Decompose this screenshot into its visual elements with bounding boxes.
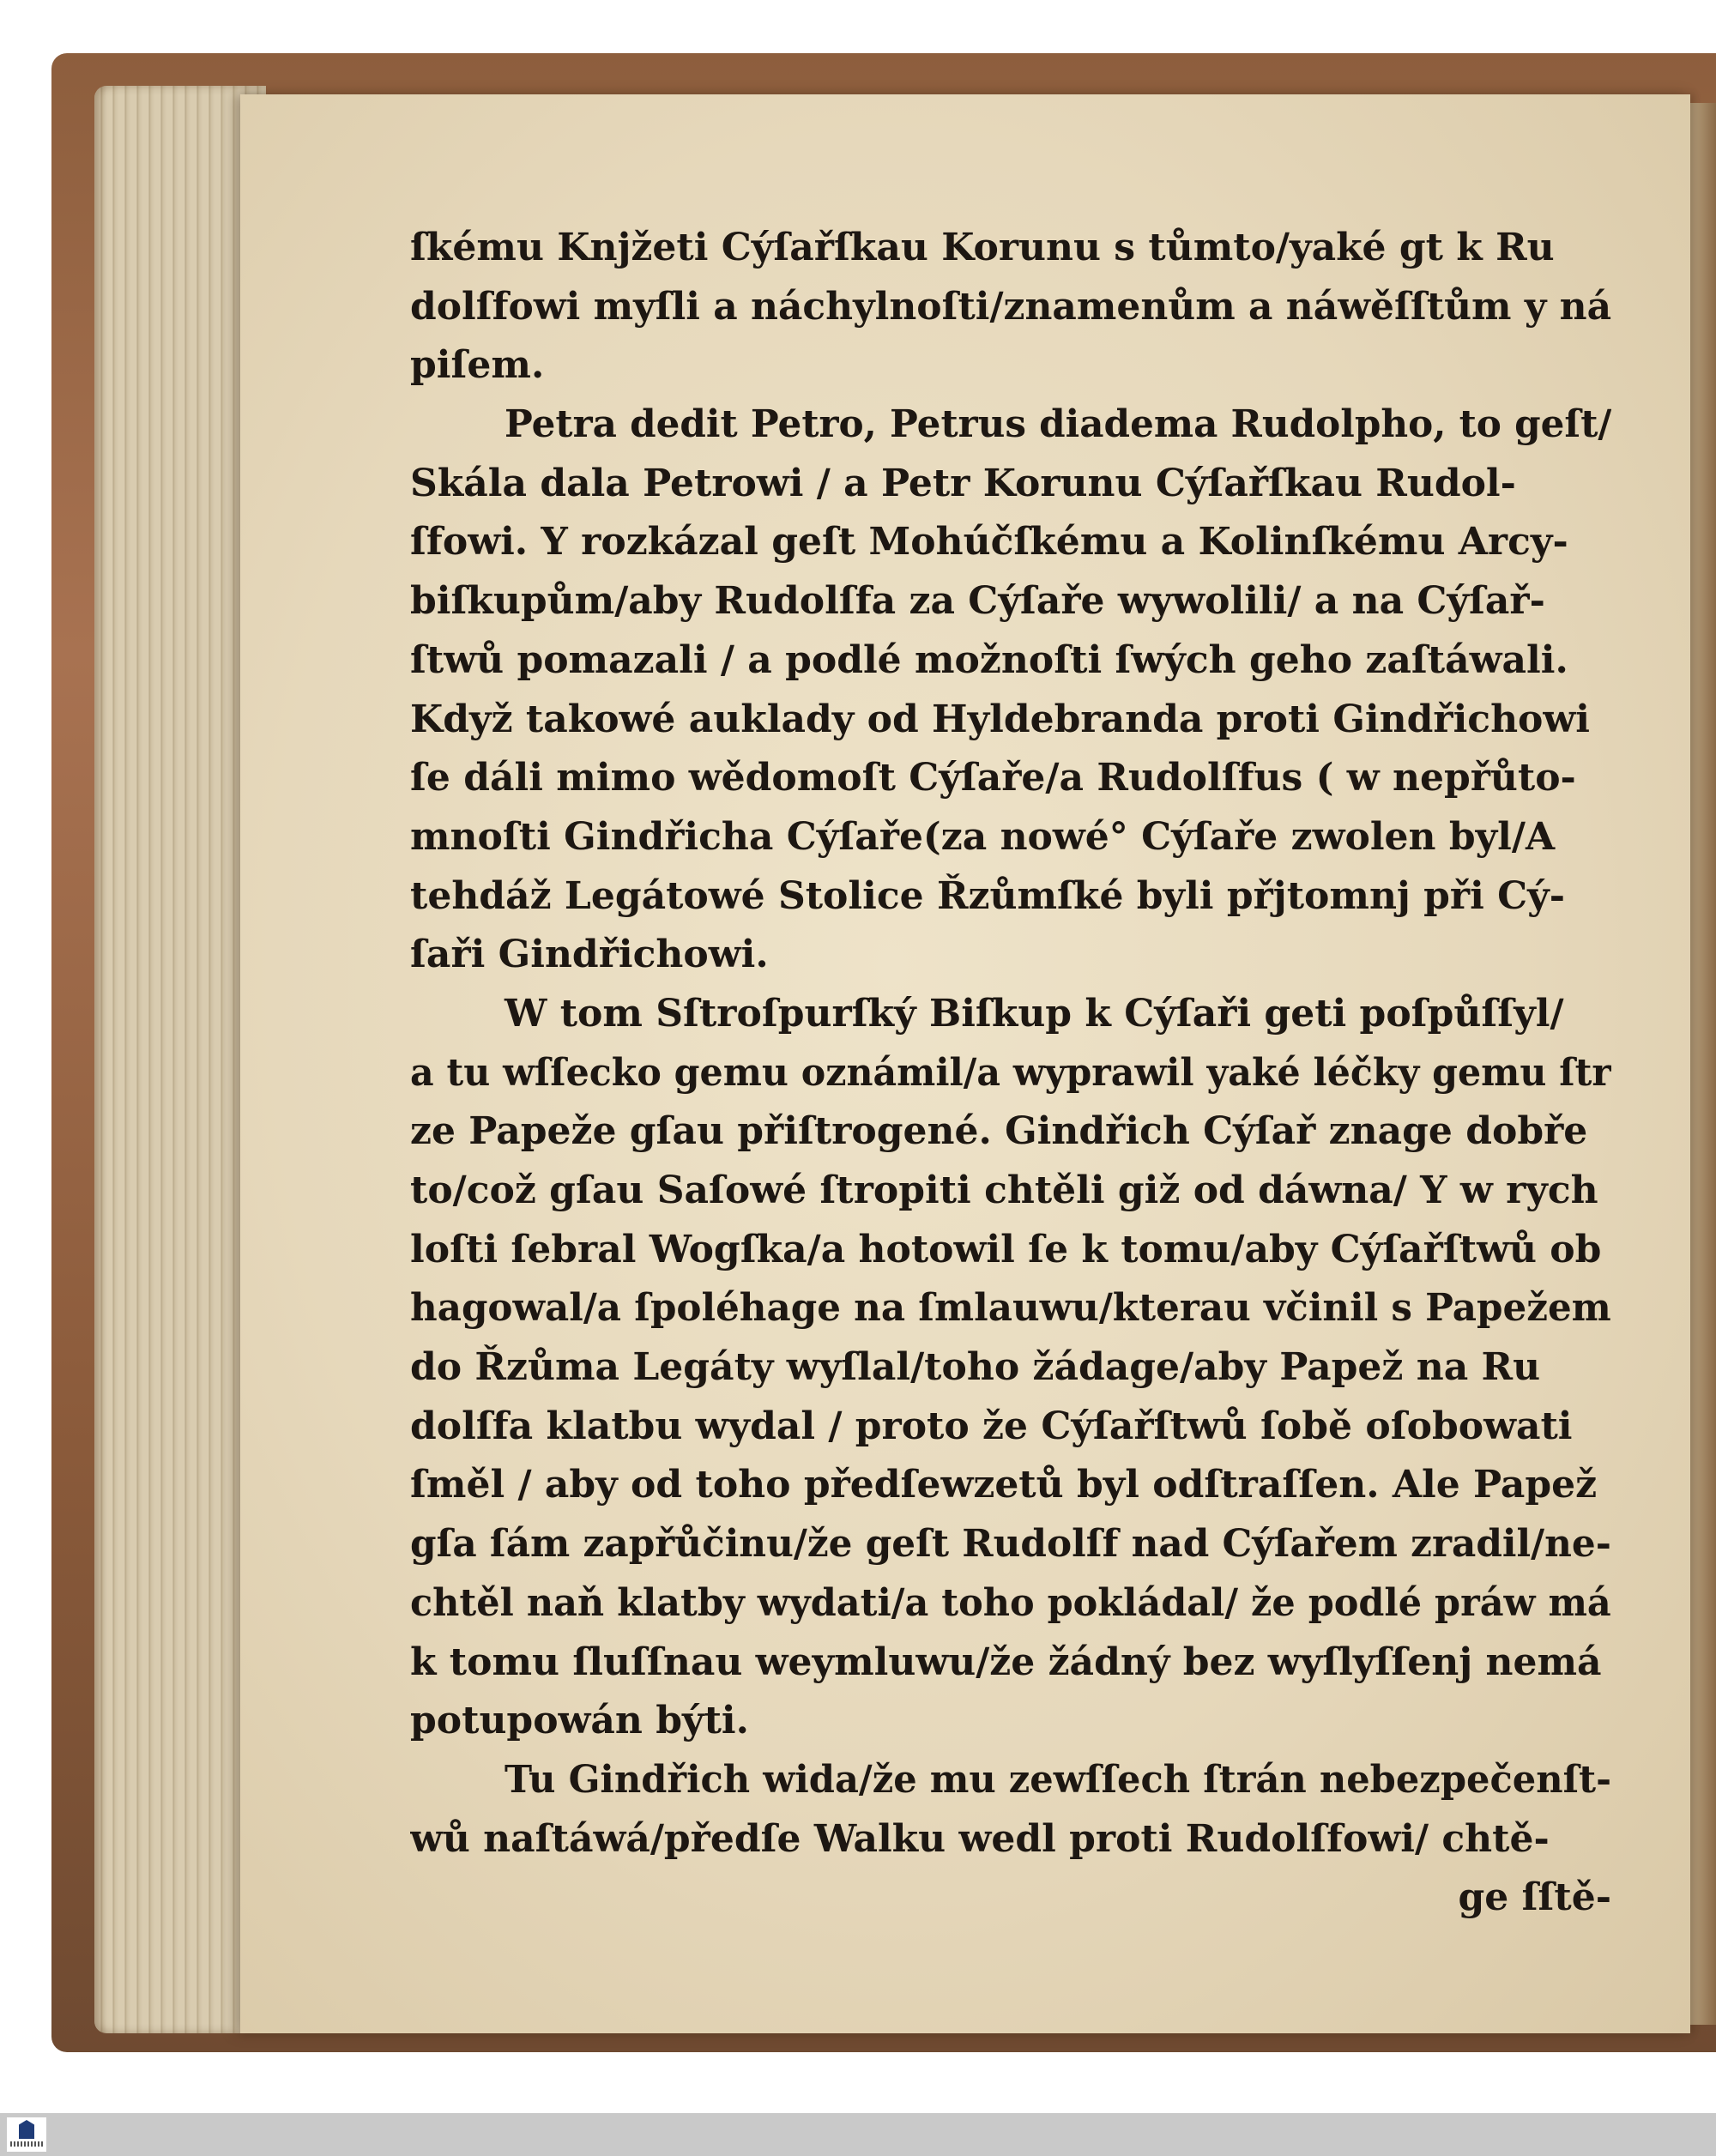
text-line: dolſfowi myſli a náchylnoſti/znamenům a náwěſſtům y ná: [410, 284, 1611, 329]
library-logo-icon[interactable]: [7, 2117, 46, 2152]
text-line: a tu wſſecko gemu oznámil/a wyprawil yaké léčky gemu ſtr: [410, 1050, 1611, 1095]
text-line: Skála dala Petrowi / a Petr Korunu Cýſařſkau Rudol-: [410, 461, 1516, 505]
catchword: ge ſſtě-: [1458, 1875, 1611, 1920]
text-line: ſměl / aby od toho předſewzetů byl odſtraſſen. Ale Papež: [410, 1463, 1598, 1507]
text-line: W tom Sſtroſpurſký Biſkup k Cýſaři geti poſpůſſyl/: [505, 991, 1564, 1036]
logo-glyph-icon: [19, 2120, 34, 2139]
viewer-footer-bar: [0, 2113, 1716, 2156]
text-line: ſfowi. Y rozkázal geſt Mohúčſkému a Kolinſkému Arcy-: [410, 520, 1568, 565]
text-line: biſkupům/aby Rudolſfa za Cýſaře wywolili/ a na Cýſař-: [410, 579, 1545, 624]
text-line: hagowal/a ſpoléhage na ſmlauwu/kterau včinil s Papežem: [410, 1286, 1611, 1331]
text-line: piſem.: [410, 343, 545, 388]
text-line: wů naſtáwá/předſe Walku wedl proti Rudolſfowi/ chtě-: [410, 1816, 1550, 1861]
text-line: Tu Gindřich wida/že mu zewſſech ſtrán nebezpečenſt-: [505, 1757, 1611, 1802]
text-line: chtěl naň klatby wydati/a toho pokládal/ že podlé práw má: [410, 1580, 1611, 1625]
text-line: potupowán býti.: [410, 1699, 749, 1743]
text-line: ſaři Gindřichowi.: [410, 933, 769, 977]
text-line: Když takowé auklady od Hyldebranda proti Gindřichowi: [410, 697, 1590, 741]
text-line: mnoſti Gindřicha Cýſaře(za nowé° Cýſaře zwolen byl/A: [410, 814, 1556, 859]
text-line: dolſfa klatbu wydal / proto že Cýſařſtwů ſobě oſobowati: [410, 1404, 1573, 1448]
text-line: ze Papeže gſau přiſtrogené. Gindřich Cýſař znage dobře: [410, 1109, 1588, 1154]
text-line: ſtwů pomazali / a podlé možnoſti ſwých geho zaſtáwali.: [410, 637, 1568, 682]
text-line: k tomu ſluſſnau weymluwu/že žádný bez wyſlyſſenj nemá: [410, 1640, 1602, 1684]
logo-caption-mark: [10, 2141, 43, 2147]
text-line: tehdáž Legátowé Stolice Řzůmſké byli přjtomnj při Cý-: [410, 873, 1565, 918]
text-line: do Řzůma Legáty wyſlal/toho žádage/aby Papež na Ru: [410, 1345, 1541, 1390]
text-line: Petra dedit Petro, Petrus diadema Rudolpho, to geſt/: [505, 402, 1611, 447]
text-line: loſti ſebral Wogſka/a hotowil ſe k tomu/aby Cýſařſtwů ob: [410, 1227, 1602, 1271]
text-line: to/což gſau Saſowé ſtropiti chtěli giž od dáwna/ Y w rych: [410, 1169, 1598, 1212]
text-line: gſa ſám zapřůčinu/že geſt Rudolſf nad Cýſařem zradil/ne-: [410, 1522, 1611, 1567]
text-line: ſe dáli mimo wědomoſt Cýſaře/a Rudolſfus ( w nepřůto-: [410, 756, 1576, 800]
text-line: ſkému Knjžeti Cýſařſkau Korunu s tůmto/yaké gt k Ru: [410, 226, 1555, 269]
page-text: [410, 219, 1611, 1928]
